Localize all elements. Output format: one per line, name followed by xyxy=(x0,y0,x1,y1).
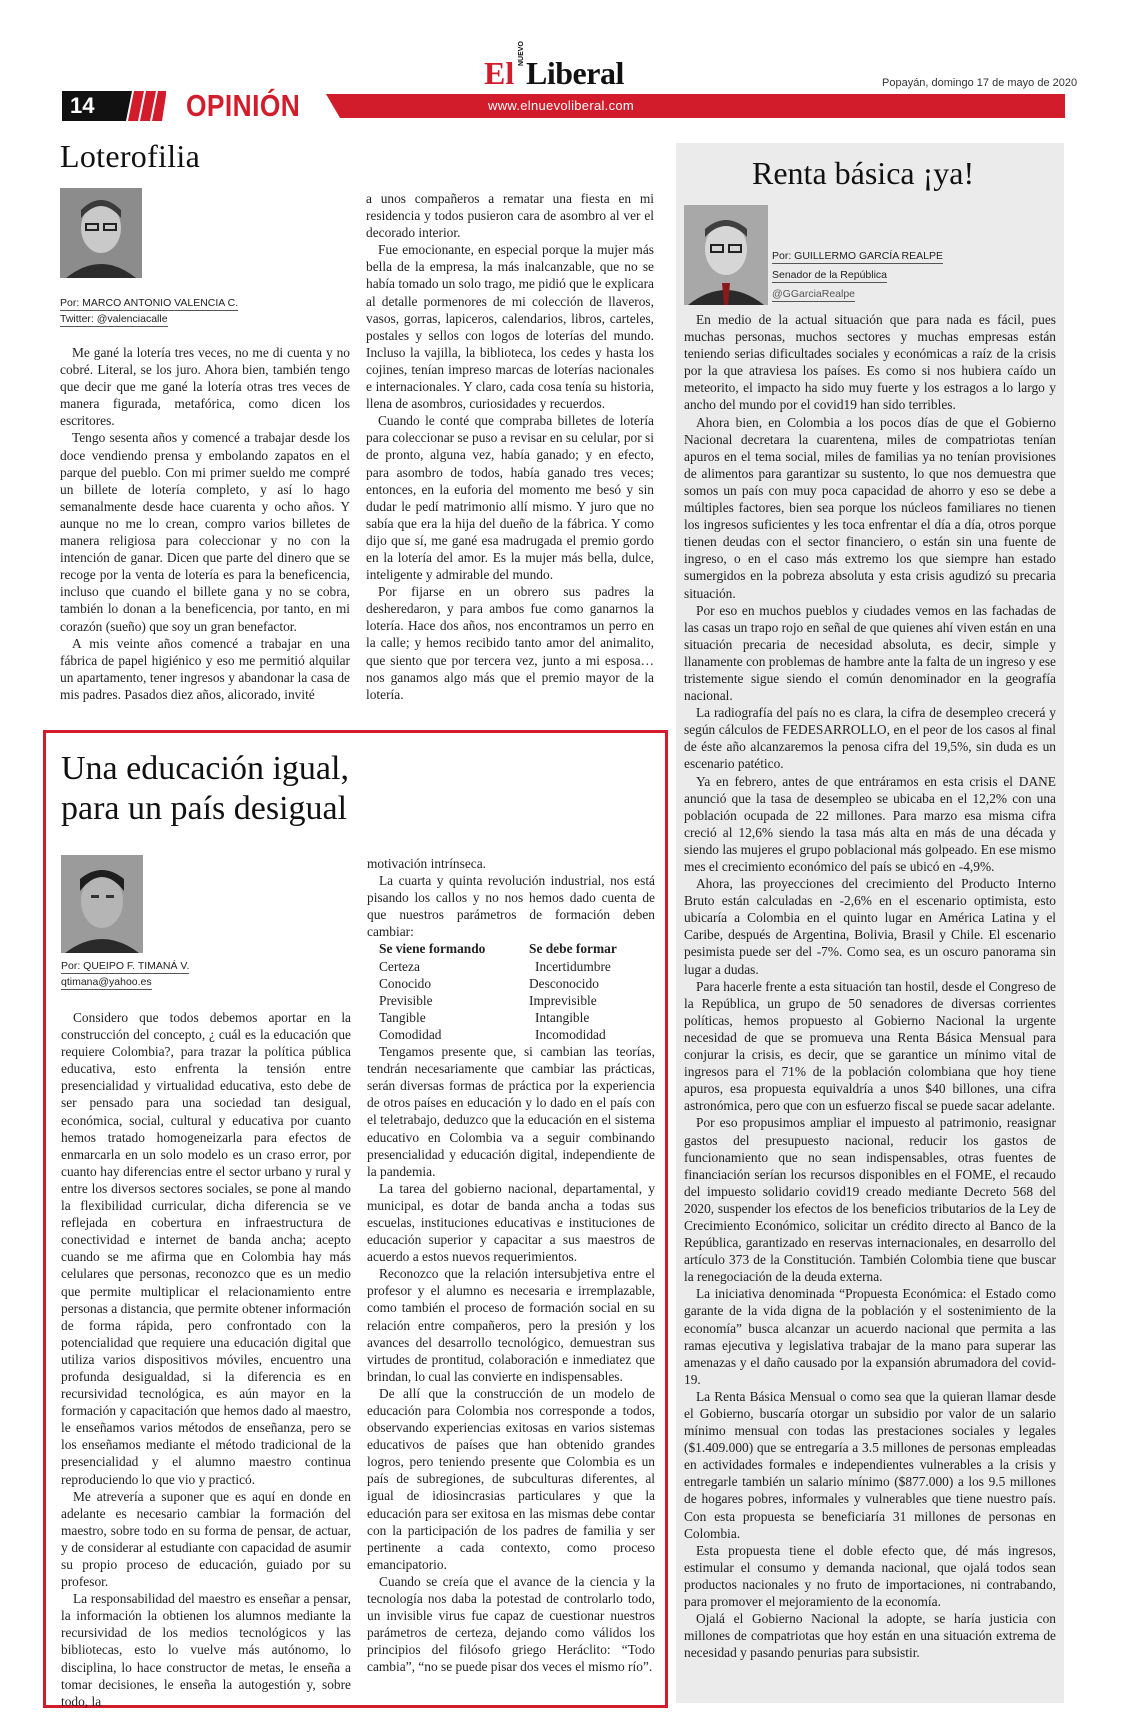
logo-liberal: Liberal xyxy=(526,55,624,91)
header-red-bar xyxy=(326,94,1065,118)
paragraph: Reconozco que la relación intersubjetiva entre el profesor y el alumno es necesaria e irremplazable, como también el proceso de formación social en su relación entre compañeros, pero la presión y los avances del desarrollo tecnológico, demuestran sus virtudes de prontitud, colaboración e inmediatez que brindan, lo cual las convierte en indispensables. xyxy=(367,1266,655,1384)
table-row xyxy=(379,992,649,1009)
page-number: 14 xyxy=(62,91,120,121)
paragraph: La radiografía del país no es clara, la cifra de desempleo crecerá y según cálculos de FEDESARROLLO, en el peor de los casos al final de éste año alcanzaremos la penosa cifra del 19,5%, sin duda es un escenario patético. xyxy=(684,705,1056,772)
article-body xyxy=(684,311,1056,1661)
table-cell: Incomodidad xyxy=(535,1026,606,1042)
article-title: Renta básica ¡ya! xyxy=(752,155,975,191)
paragraph: motivación intrínseca. xyxy=(367,856,486,871)
table-cell: Imprevisible xyxy=(529,992,597,1008)
article-column-1 xyxy=(61,1009,351,1710)
logo-nuevo: NUEVO xyxy=(518,41,525,66)
paragraph: La tarea del gobierno nacional, departamental, y municipal, es dotar de banda ancha a todas sus escuelas, instituciones educativas e instituciones de educación superior y capacitar a sus maestros de acuerdo a estos nuevos requerimientos. xyxy=(367,1180,655,1265)
article-renta-basica xyxy=(676,143,1064,1703)
article-column-1 xyxy=(60,344,350,703)
website-url[interactable]: www.elnuevoliberal.com xyxy=(488,98,635,113)
header-stripes-graphic xyxy=(118,91,166,121)
author-twitter[interactable]: Twitter: @valenciacalle xyxy=(60,313,168,325)
table-header: Se viene formando xyxy=(379,941,486,957)
table-header: Se debe formar xyxy=(529,941,617,957)
author-byline xyxy=(60,295,260,327)
section-title: OPINIÓN xyxy=(186,88,301,123)
article-educacion xyxy=(43,730,668,1708)
newspaper-logo xyxy=(484,41,644,92)
article-loterofilia xyxy=(0,130,670,720)
paragraph: La cuarta y quinta revolución industrial, nos está pisando los callos y no nos hemos dado cuenta de que nuestros parámetros de formación deben cambiar: xyxy=(367,873,655,940)
paragraph: a unos compañeros a rematar una fiesta en mi residencia y todos pusieron cara de asombro al ver el decorado interior. xyxy=(366,191,654,241)
author-photo xyxy=(61,855,143,953)
issue-date: Popayán, domingo 17 de mayo de 2020 xyxy=(882,77,1078,89)
table-cell: Intangible xyxy=(535,1009,590,1025)
paragraph: En medio de la actual situación que para nada es fácil, pues muchas personas, muchos sectores y muchas empresas están teniendo serias dificultades sociales y económicas a raíz de la crisis por la que atraviesa los países. Es como si nos hubiera caído un meteorito, el impacto ha sido muy fuerte y los estragos a lo largo y ancho del mundo por el covid19 han sido terribles. xyxy=(684,312,1056,413)
paragraph: Cuando se creía que el avance de la ciencia y la tecnología nos daba la potestad de controlarlo todo, un invisible virus fue capaz de cuestionar nuestros parámetros de certeza, dejando como válidos los principios del filósofo griego Heráclito: “Todo cambia”, “no se puede pisar dos veces el mismo río”. xyxy=(367,1573,655,1675)
paragraph: De allí que la construcción de un modelo de educación para Colombia nos corresponde a todos, observando experiencias exitosas en varios sistemas educativos de países que han obtenido grandes logros, pero teniendo presente que Colombia es un país de subregiones, de subculturas diferentes, al igual de idiosincrasias particulares y que la educación para ser exitosa en las mismas debe contar con la participación de los padres de familia y ser pertinente a cada contexto, como proceso emancipatorio. xyxy=(367,1385,655,1572)
paragraph: Considero que todos debemos aportar en la construcción del concepto, ¿ cuál es la educación que requiere Colombia?, para trazar la política pública educativa, esto enfrenta la tensión entre presencialidad y virtualidad educativa, esto debe de ser pensado para una sociedad tan desigual, económica, social, cultural y educativa por cuanto hemos tratado homogeneizarla para efectos de enmarcarla en un solo modelo es un craso error, por cuanto hay diferencias entre el sector urbano y rural y entre los diversos sectores sociales, se pone al mando la flexibilidad curricular, dicha diferencia se ve reflejada en cobertura en infraestructura de conectividad e internet de banda ancha; acepto cuando se me afirma que en Colombia hay más celulares que personas, reconozco que es un medio que permite multiplicar el relacionamiento entre personas a distancia, que permite obtener información de forma rápida, pero confrontado con la potencialidad que requiere una educación digital que utiliza varios dispositivos móviles, encuentro una profunda desigualdad, si la diferencia es en recursividad tecnológica, es aún mayor en la formación y capacitación que hemos dado al maestro, le enseñamos varios métodos de enseñanza, pero se los enseñamos mediante el método tradicional de la presencialidad y el alumno maestro continua reproduciendo lo que vio y practicó. xyxy=(61,1010,351,1487)
article-title xyxy=(61,749,349,829)
table-cell: Conocido xyxy=(379,975,432,991)
author-byline xyxy=(61,958,261,990)
article-title-line-1: Una educación igual, xyxy=(61,750,349,787)
paragraph: La Renta Básica Mensual o como sea que la quieran llamar desde el Gobierno, buscaría otorgar un subsidio por valor de un salario mínimo mensual con todas las prestaciones sociales y legales ($1.409.000) que se entregaría a 3.5 millones de personas empleadas en actividades formales e independientes vulnerables a la crisis y entregarle también un salario mínimo ($877.000) a los 9.5 millones de hogares pobres, informales y vulnerables que tiene nuestro país. Con esta propuesta se beneficiaría 31 millones de personas en Colombia. xyxy=(684,1388,1056,1541)
table-cell: Previsible xyxy=(379,992,433,1008)
paragraph: Por eso propusimos ampliar el impuesto al patrimonio, reasignar gastos del presupuesto nacional, reducir los gastos de funcionamiento que no sean indispensables, otras fuentes de financiación serían los recursos disponibles en el FOME, el recaudo del impuesto solidario covid19 creado mediante Decreto 568 del 2020, suspender los efectos de los beneficios tributarios de la Ley de Crecimiento Económico, solicitar un crédito directo al Banco de la República, garantizado en reservas internacionales, en desarrollo del artículo 373 de la Constitución. También Colombia tiene que buscar la renegociación de la deuda externa. xyxy=(684,1115,1056,1285)
author-photo xyxy=(60,188,142,278)
table-row xyxy=(379,1026,649,1043)
author-byline xyxy=(772,247,1052,304)
page-header xyxy=(0,0,1125,130)
paragraph: La responsabilidad del maestro es enseñar a pensar, la información la obtienen los alumnos mediante la recursividad de los medios tecnológicos y las bibliotecas, esto lo vuelve más autónomo, lo disciplina, lo hace constructor de metas, le enseña a tomar decisiones, le enseña la autogestión y, sobre todo, la xyxy=(61,1591,351,1709)
author-photo xyxy=(684,205,768,305)
paragraph: Para hacerle frente a esta situación tan hostil, desde el Congreso de la República, un grupo de 50 senadores de diversas corrientes políticas, hemos propuesto al Gobierno Nacional la urgente necesidad de que se promueva una Renta Básica Mensual para conjurar la crisis, es decir, que se garantice un mínimo vital de ingresos para el 71% de la población colombiana que hoy tiene apuros, esa propuesta equivaldría a unos $40 billones, una cifra astronómica, pero que con un esfuerzo fiscal se puede sacar adelante. xyxy=(684,978,1056,1114)
paragraph: Esta propuesta tiene el doble efecto que, dé más ingresos, estimular el consumo y demanda nacional, que ojalá todos sean productos nacionales y no fruto de importaciones, ni contrabando, para promover el mejoramiento de la economía. xyxy=(684,1542,1056,1610)
paragraph: Ahora, las proyecciones del crecimiento del Producto Interno Bruto están calculadas en -2,6% en el escenario optimista, esto ubicaría a Colombia en el quinto lugar en América Latina y el Caribe, después de Argentina, Bolivia, Brasil y Chile. El escenario pesimista puede ser del -7%. Como sea, es un oscuro panorama sin lugar a dudas. xyxy=(684,876,1056,977)
table-cell: Comodidad xyxy=(379,1026,442,1042)
author-email[interactable]: qtimana@yahoo.es xyxy=(61,976,152,988)
article-title: Loterofilia xyxy=(60,138,201,174)
table-header-row xyxy=(379,940,649,957)
table-cell: Certeza xyxy=(379,958,420,974)
author-twitter[interactable]: @GGarciaRealpe xyxy=(772,288,856,300)
table-row xyxy=(379,958,649,975)
paragraph: Por eso en muchos pueblos y ciudades vemos en las fachadas de las casas un trapo rojo en señal de que quienes ahí viven están en una situación precaria de necesidad absoluta, es decir, simple y llanamente con problemas de hambre ante la falta de un ingreso y ese tristemente sigue siendo el común denominador en la geografía nacional. xyxy=(684,602,1056,704)
author-role: Senador de la República xyxy=(772,269,887,281)
table-cell: Desconocido xyxy=(529,975,599,991)
paragraph: Fue emocionante, en especial porque la mujer más bella de la empresa, la más inalcanzable, que no se había tomado un solo trago, me pidió que le explicara al detalle pormenores de mi colección de llaveros, vasos, gorras, lapiceros, calendarios, libros, carteles, postales y sellos con logos de loterías del mundo. Incluso la vajilla, la biblioteca, los cedes y hasta los cojines, tenían impreso marcas de loterías nacionales e internacionales. Y claro, cada cosa tenía su historia, llena de asombros, curiosidades y recuerdos. xyxy=(366,242,654,412)
comparison-table xyxy=(379,940,649,1043)
paragraph: Ya en febrero, antes de que entráramos en esta crisis el DANE anunció que la tasa de desempleo se ubicaba en el 12,2% con una población ocupada de 22 millones. Para marzo esa misma cifra creció al 12,6% siendo la tasa más alta en más de una década y siendo las mujeres el grupo poblacional más golpeado. En ese mismo mes el crecimiento económico del país se ubicó en -4,9%. xyxy=(684,773,1056,874)
paragraph: La iniciativa denominada “Propuesta Económica: el Estado como garante de la vida digna de la población y el sostenimiento de la economía” busca alcanzar un acuerdo nacional que permita a las ramas ejecutiva y legislativa trabajar de la mano para superar las amenazas y el daño causado por la expansión abrumadora del covid-19. xyxy=(684,1286,1056,1387)
paragraph: Cuando le conté que compraba billetes de lotería para coleccionar se puso a revisar en su celular, por si de pronto, alguna vez, había ganado; y en efecto, para asombro de todos, había ganado tres veces; entonces, en la euforia del momento me besó y sin dudar le pedí matrimonio allí mismo. Y juro que no sabía que era la hija del dueño de la fábrica. Y como dijo que sí, me gané esa madrugada el premio gordo en la lotería del amor. Es la mujer más bella, dulce, inteligente y admirable del mundo. xyxy=(366,413,654,583)
paragraph: Me atrevería a suponer que es aquí en donde en adelante es necesario cambiar la formación del maestro, sobre todo en su forma de pensar, de actuar, y de considerar al estudiante con capacidad de asumir su propio proceso de educación, guiado por su profesor. xyxy=(61,1488,351,1590)
author-name: Por: QUEIPO F. TIMANÁ V. xyxy=(61,960,190,972)
article-title-line-2: para un país desigual xyxy=(61,790,348,827)
author-name: Por: GUILLERMO GARCÍA REALPE xyxy=(772,250,943,262)
table-cell: Incertidumbre xyxy=(535,958,611,974)
table-cell: Tangible xyxy=(379,1009,426,1025)
article-column-2 xyxy=(367,855,655,1676)
table-row xyxy=(379,975,649,992)
paragraph: Ojalá el Gobierno Nacional la adopte, se haría justicia con millones de compatriotas que hoy están en una situación extrema de necesidad y pasando penurias para subsistir. xyxy=(684,1611,1056,1661)
author-name: Por: MARCO ANTONIO VALENCIA C. xyxy=(60,297,239,309)
paragraph: Tengo sesenta años y comencé a trabajar desde los doce vendiendo prensa y embolando zapatos en el parque del pueblo. Con mi primer sueldo me compré un billete de lotería completo, y así lo hago semanalmente desde hace cuarenta y ocho años. Y aunque no me lo crean, compro varios billetes de manera religiosa para coleccionar y no con la intención de ganar. Dicen que parte del dinero que se recoge por la venta de lotería es para la beneficencia, incluso que cuando el billete gana y no se cobra, también lo donan a la beneficencia, por tanto, en mi corazón (sueño) que soy un gran benefactor. xyxy=(60,430,350,634)
logo-el: El xyxy=(484,55,515,91)
paragraph: Tengamos presente que, si cambian las teorías, tendrán necesariamente que cambiar las prácticas, serán diversas formas de práctica por la experiencia de otros países en educación y lo dado en el país con el teletrabajo, deduzco que la educación en el sistema educativo en Colombia va a seguir combinando presencialidad y educación digital, independiente de la pandemia. xyxy=(367,1044,655,1179)
table-row xyxy=(379,1009,649,1026)
paragraph: Por fijarse en un obrero sus padres la desheredaron, y para ambos fue como ganarnos la lotería. Hace dos años, nos encontramos un perro en la calle; y hemos recibido tanto amor del animalito, que siento que por tercera vez, junto a mi esposa… nos ganamos algo más que el premio mayor de la lotería. xyxy=(366,584,654,702)
article-column-2 xyxy=(366,190,654,703)
paragraph: Ahora bien, en Colombia a los pocos días de que el Gobierno Nacional decretara la cuarentena, miles de compatriotas tenían apuros en el tema social, miles de familias ya no tenían provisiones de alimentos para garantizar su sustento, lo que nos demuestra que somos un país con muy poca capacidad de ahorro y eso se debe a múltiples factores, bien sea porque los núcleos familiares no tienen los ingresos suficientes y les toca enfrentar el día a día, otros porque tienen deudas con el sector financiero, o están sin una fuente de ingreso, o en el caso más extremo los que siempre han estado sumergidos en la pobreza absoluta y esta crisis agudizó su precaria situación. xyxy=(684,414,1056,601)
paragraph: Me gané la lotería tres veces, no me di cuenta y no cobré. Literal, se los juro. Ahora bien, también tengo que decir que me gané la lotería otras tres veces de manera figurada, metafórica, como dicen los escritores. xyxy=(60,345,350,429)
paragraph: A mis veinte años comencé a trabajar en una fábrica de papel higiénico y eso me permitió alquilar un apartamento, tener ingresos y abandonar la casa de mis padres. Pasados diez años, alicorado, invité xyxy=(60,635,350,702)
